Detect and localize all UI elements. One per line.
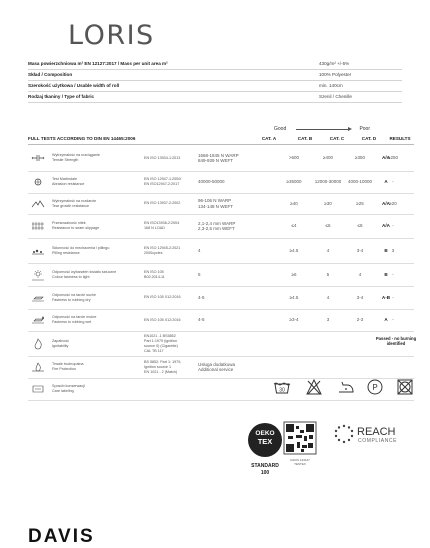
dry-rub-icon [31, 292, 45, 304]
table-row [28, 238, 414, 264]
table-row [28, 193, 414, 215]
care-tag-icon [31, 383, 45, 395]
svg-text:P: P [372, 383, 378, 392]
svg-text:30: 30 [279, 387, 285, 394]
poor-label: Poor [359, 126, 370, 132]
category-cell: ≥40 [290, 200, 298, 206]
test-name: Trwale trudnopalna Fire Protection [52, 362, 84, 371]
table-row [28, 286, 414, 310]
table-row [28, 263, 414, 287]
category-cell: - [392, 271, 394, 277]
test-measured-value: 4-5 [198, 317, 205, 323]
table-row [28, 171, 414, 194]
category-cell: ≥4.5 [289, 294, 299, 300]
category-cell: 3 [391, 247, 395, 253]
test-standard: EN ISO 105 B02:2014-11 [144, 269, 165, 279]
test-standard: EN ISO13936-2:2004 168 N LOAD [144, 221, 180, 230]
spec-label: Rodzaj tkaniny / Type of fabric [28, 94, 95, 99]
test-standard: EN ISO 12945-2:2021 2000cycles [144, 245, 181, 255]
category-cell: - [392, 179, 394, 185]
test-measured-value: Usługa dodatkowa Additional service [198, 361, 236, 372]
category-cell: ≥4.5 [289, 247, 299, 253]
test-name: Wytrzymałość na rozdarcie Tear growth resistance [52, 198, 97, 208]
category-cell: - [392, 294, 394, 300]
pilling-icon [31, 245, 45, 257]
spec-row-fabric-type [28, 91, 402, 103]
standard-text: STANDARD [251, 463, 279, 469]
product-title: LORIS [68, 20, 155, 51]
test-measured-value: 5 [198, 271, 201, 277]
spec-label: Masa powierzchniowa m² EN 12127:2017 / Mass per unit area m² [28, 61, 168, 66]
test-name: Przesuwalność nitek Resistance to seam slippage [52, 221, 100, 230]
tests-title: FULL TESTS ACCORDING TO DIN EN 14465:2006 [28, 136, 136, 141]
category-cell: 4 [326, 294, 330, 300]
table-row [28, 356, 414, 379]
reach-text: REACH [357, 426, 396, 438]
test-standard: EN ISO 105 X12:2016 [144, 295, 181, 299]
qr-caption: TESTEX [294, 462, 306, 466]
reach-badge [331, 421, 421, 451]
table-row [28, 214, 414, 239]
test-measured-value: 96-106 N WARP 134-148 N WEFT [198, 198, 234, 209]
test-result: A/A [382, 223, 390, 229]
good-label: Good [274, 126, 287, 132]
test-result: A/A [382, 200, 390, 206]
test-standard: EN1021 -1 BS5852 Part 1:1979 (ignition source 0) (Cigarette) CAL TB 117 [144, 333, 178, 353]
spec-value: 430g/m² +/-5% [319, 61, 350, 66]
test-name: Sposób konserwacji Care labeling [52, 384, 85, 393]
test-standard: EN ISO 13934-1:2013 [144, 155, 181, 160]
category-cell: - [392, 317, 394, 323]
test-result: A-B [381, 294, 391, 300]
test-result: A [384, 317, 388, 323]
no-tumble-dry-icon [396, 378, 414, 400]
oeko-text: OEKO [255, 430, 275, 437]
category-cell: 4000-10000 [347, 179, 373, 185]
test-result: B [384, 271, 388, 277]
test-result: A [384, 179, 388, 185]
table-row [28, 309, 414, 332]
wet-rub-icon [31, 314, 45, 326]
test-name: Odporność na tarcie suche Fastness to rubbing dry [52, 292, 97, 302]
category-cell: ≥350 [355, 155, 365, 161]
category-cell: 4 [326, 247, 330, 253]
tex-text: TEX [257, 437, 273, 446]
category-cell: ≥35000 [286, 179, 302, 185]
test-standard: BS 5852: Part 1: 1979, Ignition source 1 EN 1021 - 2 (Match) [144, 359, 182, 374]
column-header-cat-d: CAT. D [361, 136, 377, 141]
tear-icon [31, 198, 45, 210]
category-cell: ≤4 [291, 223, 297, 229]
test-standard: EN ISO 13937-2:2002 [144, 201, 181, 205]
category-cell: 2-3 [356, 317, 364, 323]
column-header-results: RESULTS [389, 136, 411, 141]
test-standard: EN ISO 12947-1:2000/ EN ISO12947-2:2017 [144, 177, 182, 186]
reach-circle-icon [335, 425, 353, 443]
seam-slippage-icon [31, 220, 45, 232]
category-cell: 3-4 [356, 247, 364, 253]
test-standard: EN ISO 105 X12:2016 [144, 317, 181, 322]
test-result: A/A [382, 155, 390, 161]
test-measured-value: 40000-50000 [198, 179, 225, 185]
spec-value: 100% Polyester [319, 72, 352, 77]
spec-label: Skład / Composition [28, 72, 73, 77]
column-header-cat-b: CAT. B [297, 136, 313, 141]
test-name: Odporność wybarwień światło sztuczne Colour fastness to light [52, 269, 117, 279]
test-name: Zapalność Ignitability [52, 338, 70, 348]
spec-value: min. 140cm [319, 83, 343, 88]
brand-logo: DAVIS [28, 526, 95, 547]
category-cell: ≥6 [291, 271, 297, 277]
test-name: Test Martindale Abrasion resistance [52, 177, 85, 186]
test-measured-value: 4-5 [198, 294, 205, 300]
category-cell: - [392, 223, 394, 229]
test-name: Wytrzymałość na rozciąganie Tensile Strength [52, 153, 100, 162]
test-name: Skłonność do mechacenia i pillingu Pilling resistance [52, 245, 110, 255]
category-cell: 5 [326, 271, 330, 277]
category-cell: ≤6 [325, 223, 331, 229]
category-cell: ≥25 [356, 200, 364, 206]
compliance-text: COMPLIANCE [358, 438, 398, 444]
category-cell: 4 [358, 271, 362, 277]
standard-number: 100 [260, 470, 270, 476]
flame-icon [31, 338, 45, 350]
table-row [28, 378, 414, 401]
category-cell: 3-4 [356, 294, 364, 300]
test-measured-value: 1668-1845 N WARP 849-939 N WEFT [198, 152, 239, 163]
fire-retardant-icon [31, 361, 45, 373]
category-cell: 12000-30000 [314, 179, 342, 185]
qr-caption: DAVIS 123447 [290, 458, 310, 462]
test-result: Passed - no burning identified [375, 335, 417, 346]
no-bleach-icon [305, 378, 323, 400]
column-header-cat-a: CAT. A [261, 136, 277, 141]
wash-30-icon [273, 378, 291, 400]
iron-low-icon [337, 378, 355, 400]
test-name: Odporność na tarcie mokre Fastness to rubbing wet [52, 315, 97, 324]
light-icon [31, 269, 45, 281]
category-cell: ≥20 [389, 200, 397, 206]
category-cell: 3 [326, 317, 330, 323]
tensile-icon [31, 152, 45, 164]
qr-code-icon [284, 422, 316, 454]
category-cell: ≥400 [323, 155, 333, 161]
test-result: B [384, 247, 388, 253]
spec-value: Szenil / Chenille [319, 94, 352, 99]
good-poor-scale [274, 126, 370, 134]
scale-line [296, 129, 348, 130]
column-header-cat-c: CAT. C [329, 136, 345, 141]
category-cell: ≤8 [357, 223, 363, 229]
table-row [28, 331, 417, 357]
spec-label: Szerokość użytkowa / Usable width of roll [28, 83, 120, 88]
category-cell: >600 [288, 155, 300, 161]
arrow-right-icon [348, 127, 352, 131]
dry-clean-p-icon [366, 378, 384, 400]
table-row [28, 145, 414, 172]
test-measured-value: 4 [198, 247, 201, 253]
category-cell: ≥30 [324, 200, 332, 206]
test-measured-value: 2,1-2,4 mm WARP 2,3-2,5 mm WEFT [198, 220, 236, 231]
category-cell: ≥3-4 [289, 317, 299, 323]
category-cell: ≥250 [388, 155, 398, 161]
martindale-icon [31, 176, 45, 188]
